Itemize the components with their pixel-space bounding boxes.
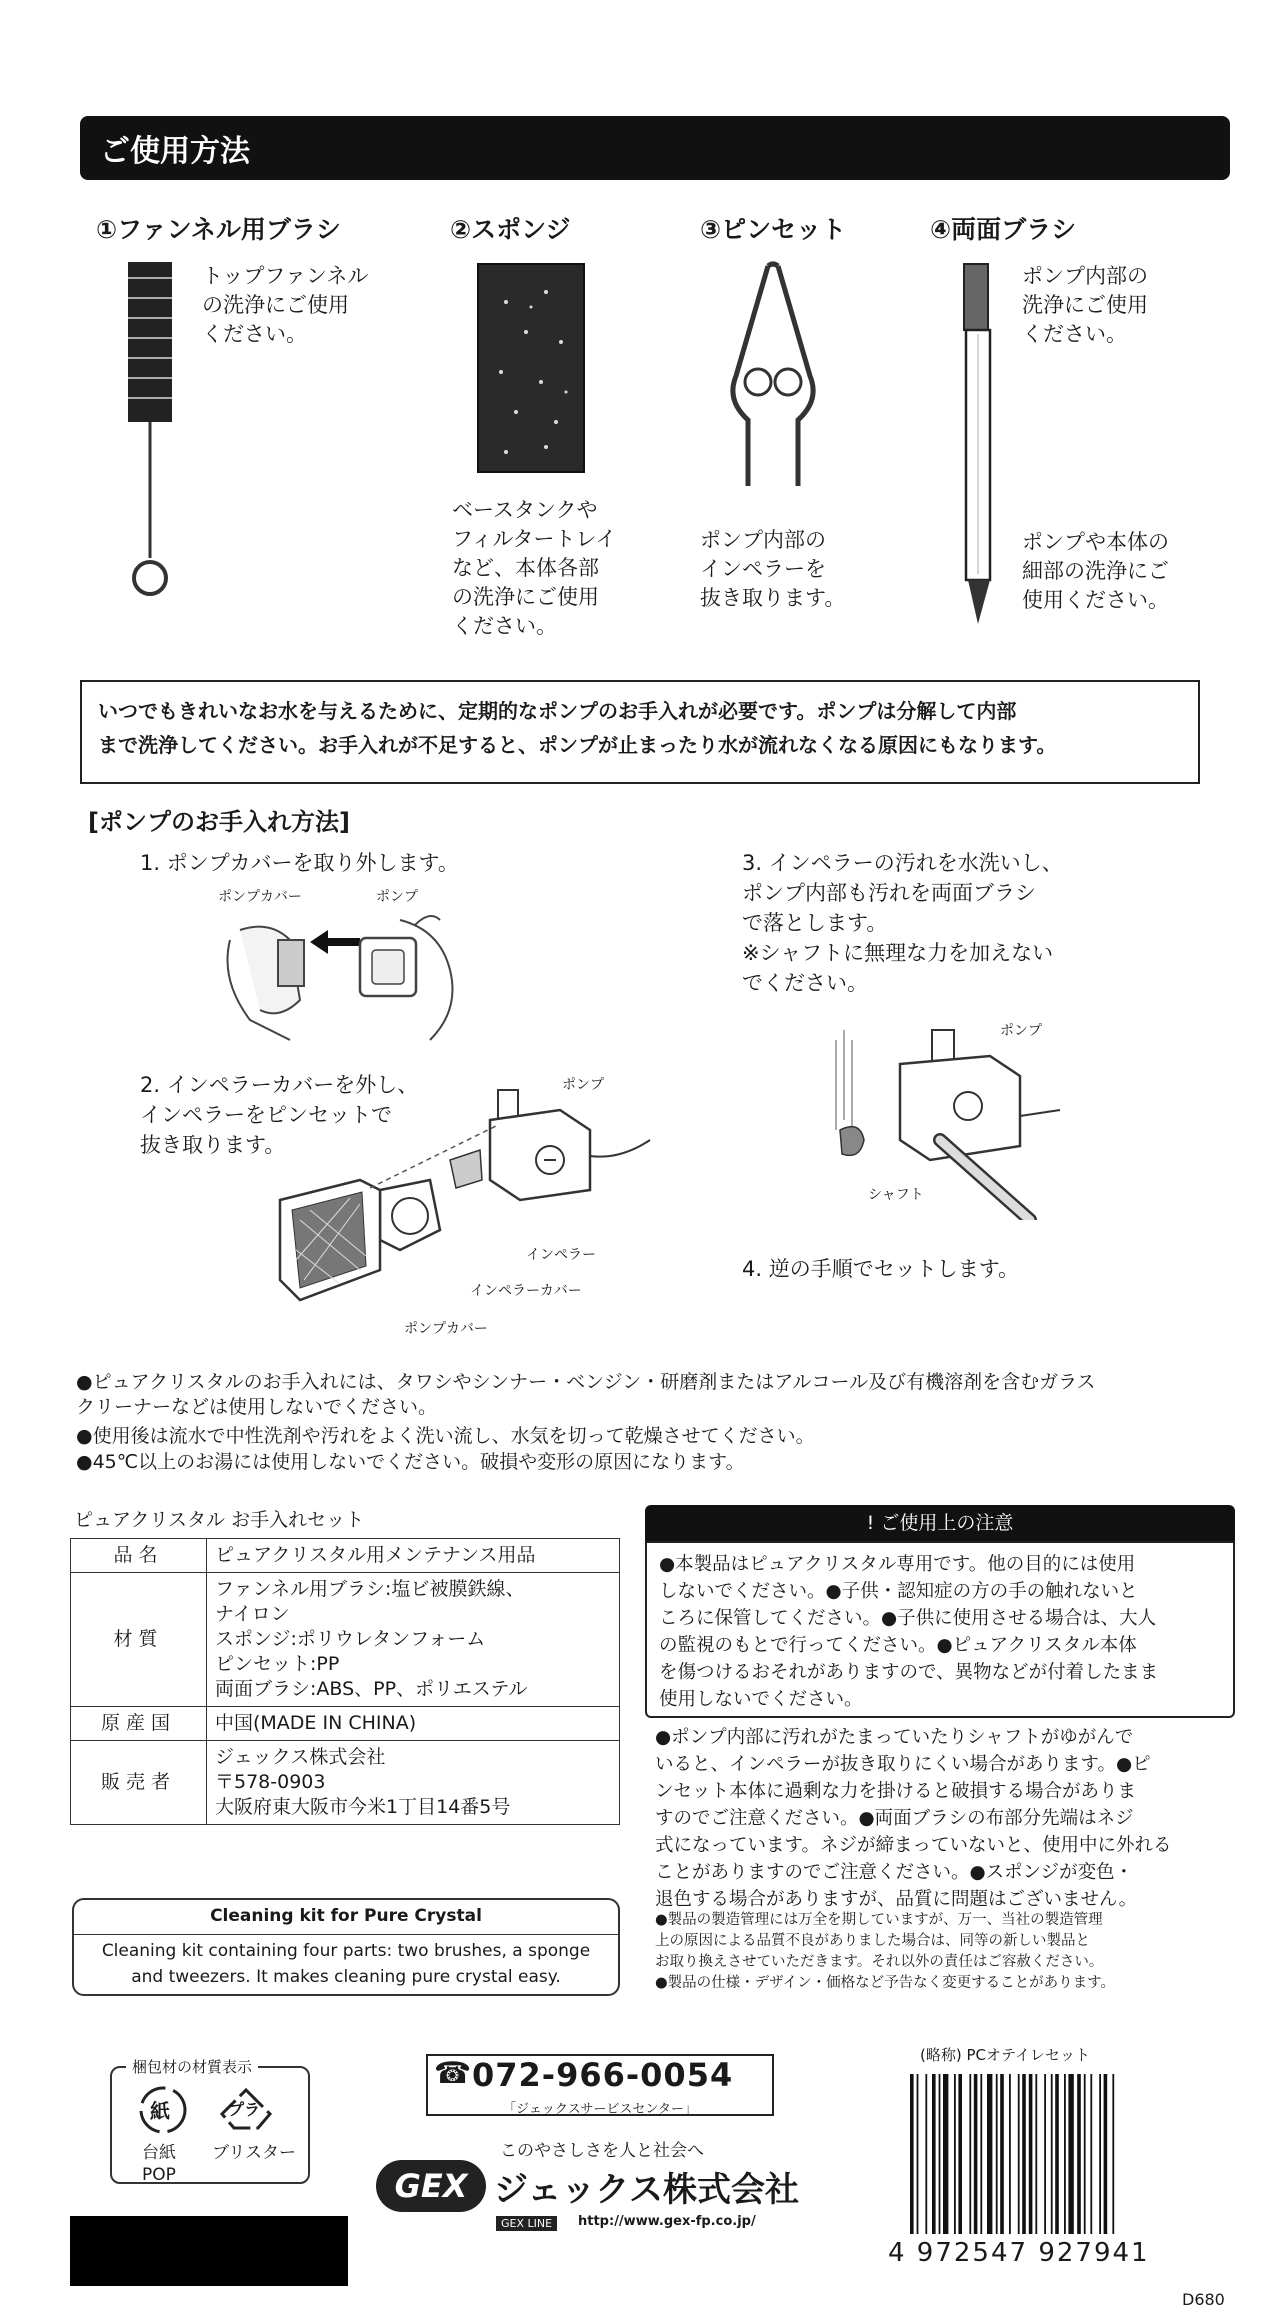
funnel-brush-illustration — [118, 258, 188, 608]
step-3: 3. インペラーの汚れを水洗いし、 ポンプ内部も汚れを両面ブラシ で落とします。 ※シャフトに無理な力を加えない でください。 — [742, 851, 1063, 995]
caution-heading: ! ご使用上の注意 — [645, 1505, 1235, 1541]
spec-row-name — [71, 1539, 620, 1573]
service-center: 「ジェックスサービスセンター」 — [503, 2102, 697, 2117]
section-title: ご使用方法 — [100, 134, 250, 169]
spec-label: 原産国 — [71, 1707, 207, 1741]
double-brush-illustration — [956, 262, 1006, 632]
english-divider — [72, 1934, 620, 1935]
paper-mark: 紙 — [150, 2099, 170, 2123]
tool-title-funnel-brush: ①ファンネル用ブラシ — [96, 215, 341, 244]
caution-continued-text: ●ポンプ内部に汚れがたまっていたりシャフトがゆがんで いると、インペラーが抜き取りにくい場合があります。●ピ ンセット本体に過剰な力を掛けると破損する場合がありま すのでご注意ください。●両面ブラシの布部分先端はネジ 式になっています。ネジが締まっていないと、使用中に外れる ことがありますのでご注意ください。●スポンジが変色・ 退色する場合がありますが、品質に問題はございません。 — [655, 1727, 1172, 1910]
warning-bullet-2: ●使用後は流水で中性洗剤や汚れをよく洗い流し、水気を切って乾燥させてください。 — [76, 1425, 815, 1447]
product-spec-table — [70, 1538, 620, 1825]
product-code: D680 — [1182, 2290, 1225, 2309]
step-3-illustration — [820, 1020, 1070, 1220]
gex-logo: GEX — [376, 2160, 486, 2212]
plastic-mark: プラ — [228, 2100, 261, 2119]
label-pump-step1: ポンプ — [376, 889, 418, 905]
spec-row-origin — [71, 1707, 620, 1741]
step-2: 2. インペラーカバーを外し、 インペラーをピンセットで 抜き取ります。 — [140, 1073, 419, 1157]
tool-title-sponge: ②スポンジ — [450, 215, 571, 244]
barcode-icon — [906, 2074, 1196, 2244]
tweezers-illustration — [718, 260, 828, 492]
warning-bullet-1: ●ピュアクリスタルのお手入れには、タワシやシンナー・ベンジン・研磨剤またはアルコール及び有機溶剤を含むガラス クリーナーなどは使用しないでください。 — [76, 1371, 1096, 1418]
label-impeller-cover: インペラーカバー — [470, 1283, 582, 1299]
spec-row-seller — [71, 1741, 620, 1825]
label-pump-cover-step2: ポンプカバー — [404, 1321, 488, 1337]
company-tagline: このやさしさを人と社会へ — [500, 2141, 704, 2161]
paper-label: 台紙 POP — [142, 2143, 176, 2185]
english-title: Cleaning kit for Pure Crystal — [210, 1906, 482, 1926]
section-header-bar — [80, 116, 1230, 180]
spec-value: ジェックス株式会社 〒578-0903 大阪府東大阪市今米1丁目14番5号 — [207, 1741, 620, 1825]
label-impeller: インペラー — [526, 1247, 596, 1263]
maintenance-notice: いつでもきれいなお水を与えるために、定期的なポンプのお手入れが必要です。ポンプは分解して内部 まで洗浄してください。お手入れが不足すると、ポンプが止まったり水が流れなくなる原因にもなります。 — [80, 680, 1200, 784]
tool-desc-double-brush-top: ポンプ内部の 洗浄にご使用 ください。 — [1022, 264, 1148, 346]
spec-value: 中国(MADE IN CHINA) — [207, 1707, 620, 1741]
phone-icon: ☎ — [434, 2056, 472, 2091]
english-body: Cleaning kit containing four parts: two brushes, a sponge and tweezers. It makes cleaning pure crystal easy. — [101, 1941, 591, 1987]
spec-value: ファンネル用ブラシ:塩ビ被膜鉄線、 ナイロン スポンジ:ポリウレタンフォーム ピンセット:PP 両面ブラシ:ABS、PP、ポリエステル — [207, 1573, 620, 1707]
company-name: ジェックス株式会社 — [494, 2170, 799, 2210]
step-4: 4. 逆の手順でセットします。 — [742, 1257, 1020, 1281]
spec-row-material — [71, 1573, 620, 1707]
step-1-illustration — [210, 890, 470, 1050]
url-badge: GEX LINE — [496, 2216, 557, 2231]
spec-label: 材質 — [71, 1573, 207, 1707]
tool-title-double-brush: ④両面ブラシ — [930, 215, 1077, 244]
step-2-illustration — [270, 1070, 660, 1330]
caution-notes: ●製品の製造管理には万全を期していますが、万一、当社の製造管理 上の原因による品質不良がありました場合は、同等の新しい製品と お取り換えさせていただきます。それ以外の責任はご容赦ください。 ●製品の仕様・デザイン・価格など予告なく変更することがあります。 — [655, 1912, 1115, 1991]
plastic-label: ブリスター — [212, 2143, 296, 2163]
product-name-heading: ピュアクリスタル お手入れセット — [74, 1509, 365, 1531]
label-pump-step2: ポンプ — [562, 1077, 604, 1093]
barcode-number: 4 972547 927941 — [888, 2238, 1150, 2268]
sponge-illustration — [476, 262, 586, 474]
pump-care-title: [ポンプのお手入れ方法] — [88, 808, 350, 836]
spec-label: 販売者 — [71, 1741, 207, 1825]
tool-desc-funnel-brush: トップファンネル の洗浄にご使用 ください。 — [202, 264, 369, 346]
black-block — [70, 2216, 348, 2286]
tool-desc-double-brush-bottom: ポンプや本体の 細部の洗浄にご 使用ください。 — [1022, 530, 1169, 612]
label-shaft: シャフト — [868, 1187, 924, 1203]
spec-label: 品名 — [71, 1539, 207, 1573]
spec-value: ピュアクリスタル用メンテナンス用品 — [207, 1539, 620, 1573]
barcode-label: (略称) PCオテイレセット — [920, 2046, 1090, 2064]
label-pump-step3: ポンプ — [1000, 1023, 1042, 1039]
company-url[interactable]: http://www.gex-fp.co.jp/ — [578, 2214, 756, 2229]
label-pump-cover-step1: ポンプカバー — [218, 889, 302, 905]
recycle-title: 梱包材の材質表示 — [126, 2056, 258, 2077]
caution-box-text: ●本製品はピュアクリスタル専用です。他の目的には使用 しないでください。●子供・認知症の方の手の触れないと ころに保管してください。●子供に使用させる場合は、大人 の監視のもとで行ってください。●ピュアクリスタル本体 を傷つけるおそれがありますので、異物などが付着したまま 使用しないでください。 — [645, 1541, 1235, 1718]
tool-desc-sponge: ベースタンクや フィルタートレイ など、本体各部 の洗浄にご使用 ください。 — [452, 498, 617, 638]
tool-desc-tweezers: ポンプ内部の インペラーを 抜き取ります。 — [700, 528, 846, 610]
warning-bullet-3: ●45℃以上のお湯には使用しないでください。破損や変形の原因になります。 — [76, 1451, 745, 1473]
step-1: 1. ポンプカバーを取り外します。 — [140, 851, 459, 875]
phone-number: 072-966-0054 — [472, 2056, 734, 2094]
tool-title-tweezers: ③ピンセット — [700, 215, 847, 244]
